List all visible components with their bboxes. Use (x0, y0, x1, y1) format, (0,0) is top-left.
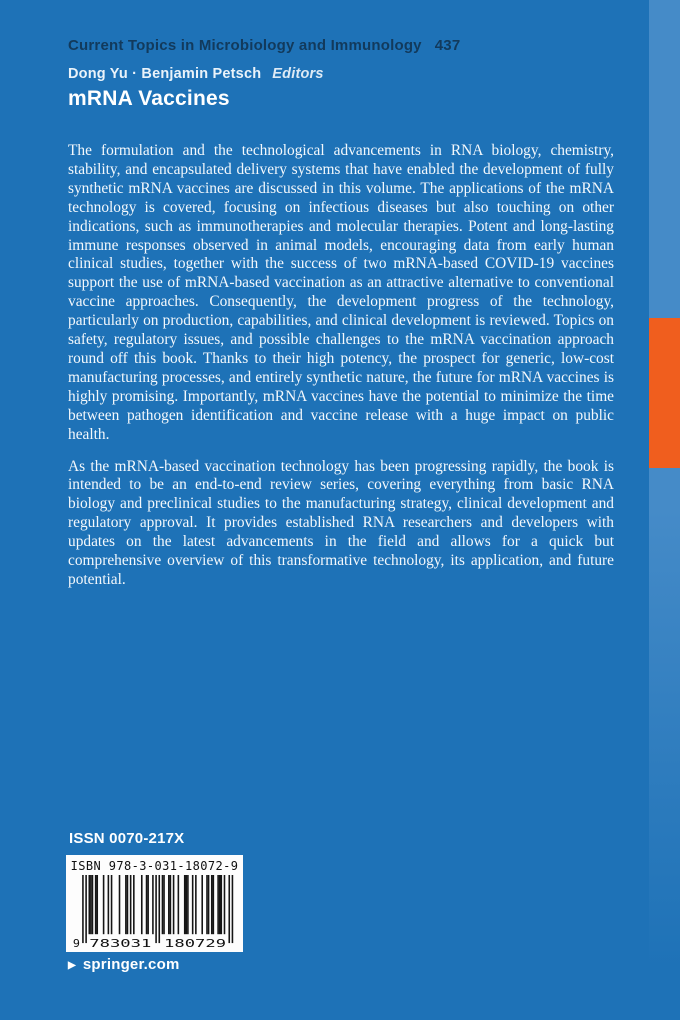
book-title: mRNA Vaccines (68, 87, 230, 110)
series-line (68, 37, 616, 54)
blurb-paragraph-2: As the mRNA-based vaccination technology has been progressing rapidly, the book is intended to be an end-to-end review series, covering everything from basic RNA biology and preclinical studies to the manufacturing strategy, clinical development and regulatory approval. It provides established RNA researchers and developers with updates on the latest advancements in the field and allows for a quick but comprehensive overview of this transformative technology, its application, and future potential. (68, 457, 614, 588)
orange-accent-tab (649, 318, 680, 468)
cover-header (68, 37, 616, 111)
svg-text:9: 9 (72, 936, 80, 949)
back-cover-blurb (68, 142, 614, 590)
editors-label: Editors (272, 66, 324, 82)
right-side-strip (649, 0, 680, 1020)
springer-website-text: springer.com (82, 956, 180, 973)
isbn-barcode-box (66, 855, 243, 952)
issn-label: ISSN 0070-217X (69, 830, 185, 847)
play-triangle-icon: ▶ (68, 959, 76, 971)
svg-text:180729: 180729 (164, 936, 227, 949)
springer-link-line (68, 956, 180, 973)
editors-line (68, 66, 616, 82)
series-volume: 437 (434, 37, 461, 54)
svg-text:783031: 783031 (89, 936, 152, 949)
blurb-paragraph-1: The formulation and the technological advancements in RNA biology, chemistry, stability, and encapsulated delivery systems that have enabled the development of fully synthetic mRNA vaccines are discussed in this volume. The applications of the mRNA technology is covered, focusing on infectious diseases but also touching on other indications, such as immunotherapies and molecular therapies. Potent and long-lasting immune responses observed in animal models, encouraging data from early human clinical studies, together with the success of two mRNA-based COVID-19 vaccines support the use of mRNA-based vaccination as an attractive alternative to conventional vaccine approaches. Consequently, the development progress of the technology, particularly on production, capabilities, and clinical development is reviewed. Topics on safety, regulatory issues, and possible challenges to the mRNA vaccination approach round off this book. Thanks to their high potency, the prospect for generic, low-cost manufacturing processes, and entirely synthetic nature, the future for mRNA vaccines is highly promising. Importantly, mRNA vaccines have the potential to minimize the time between pathogen identification and vaccine release with a huge impact on public health. (68, 142, 614, 443)
isbn-label: ISBN 978-3-031-18072-9 (70, 859, 239, 873)
ean13-barcode-icon (71, 875, 238, 949)
editors-names: Dong Yu · Benjamin Petsch (68, 66, 262, 82)
series-title: Current Topics in Microbiology and Immunology (68, 37, 422, 54)
